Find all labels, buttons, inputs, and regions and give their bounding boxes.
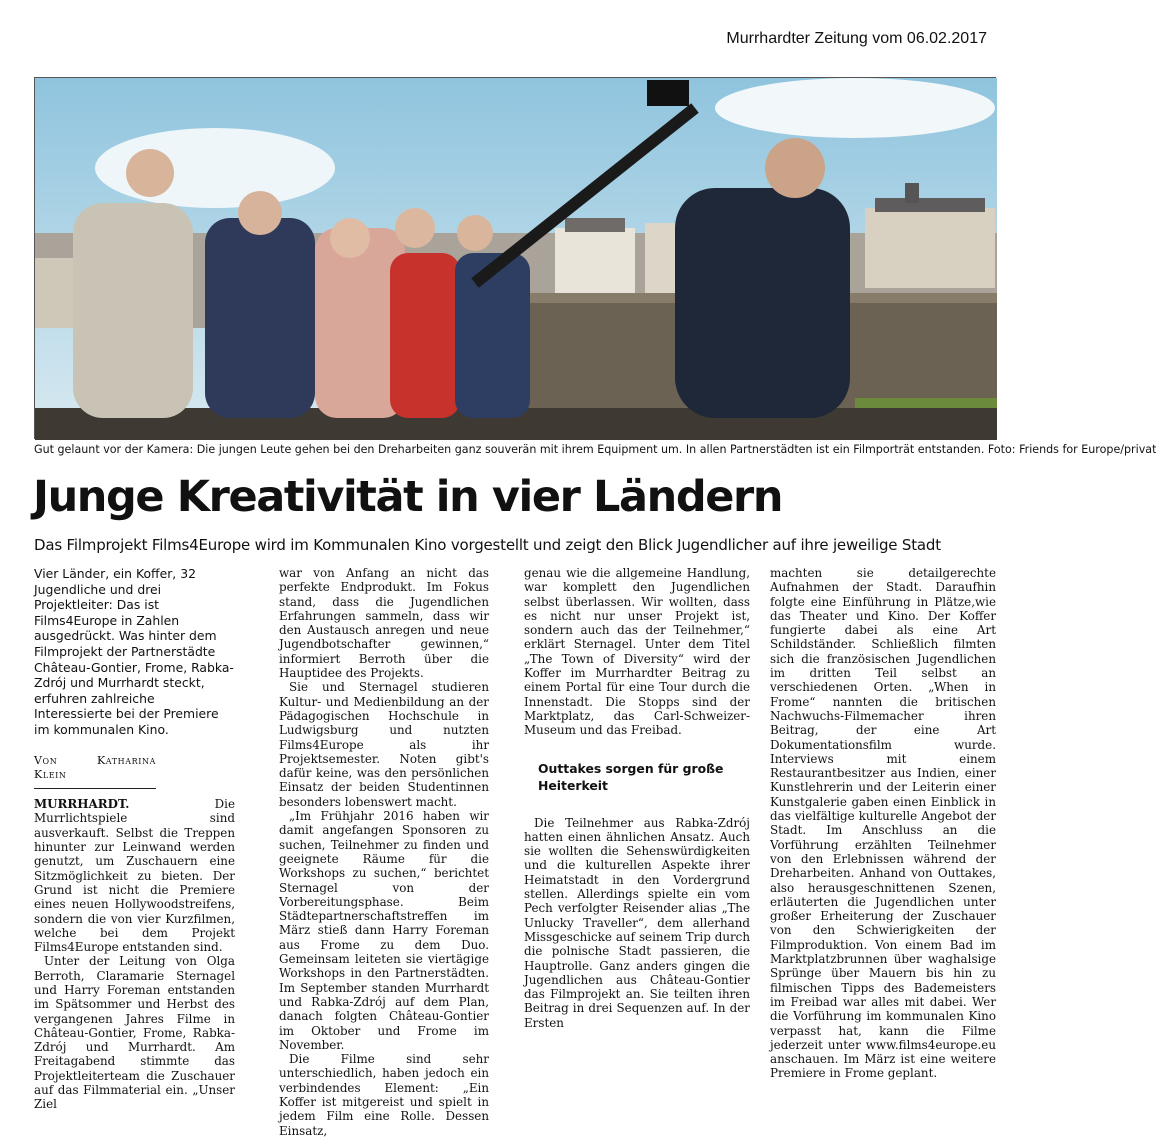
headline: Junge Kreativität in vier Ländern bbox=[33, 472, 783, 522]
article-photo bbox=[34, 77, 996, 439]
paragraph: „Im Frühjahr 2016 haben wir damit angefangen Sponsoren zu suchen, Teilnehmer zu finden und geeignete Räume für die Workshops zu suchen,“ berichtet Sternagel von der Vorbereitungsphase. Beim Städtepartnerschaftstreffen im März stieß dann Harry Foreman aus Frome zu dem Duo. Gemeinsam leiteten sie viertägige Workshops in den Partnerstädten. Im September standen Murrhardt und Rabka-Zdrój auf dem Plan, danach folgten Château-Gontier im Oktober und Frome im November. bbox=[279, 809, 489, 1052]
byline: Von Katharina Klein bbox=[34, 754, 156, 790]
group-photo-camera-crane bbox=[35, 78, 997, 440]
paragraph: Unter der Leitung von Olga Berroth, Claramarie Sternagel und Harry Foreman entstanden im Spätsommer und Herbst des vergangenen Jahres Filme in Château-Gontier, Frome, Rabka-Zdrój und Murrhardt. Am Freitagabend stimmte das Projektleiterteam die Zuschauer auf das Filmmaterial ein. „Unser Ziel bbox=[34, 954, 235, 1112]
paragraph bbox=[34, 797, 235, 954]
paragraph: war von Anfang an nicht das perfekte Endprodukt. Im Fokus stand, dass die Jugendlichen Erfahrungen sammeln, dass wir den Austausch anregen und neue Jugendbotschafter gewinnen,“ informiert Berroth über die Hauptidee des Projekts. bbox=[279, 566, 489, 681]
paragraph: Sie und Sternagel studieren Kultur- und Medienbildung an der Pädagogischen Hochschule in Ludwigsburg und nutzten Films4Europe als ihr Projektsemester. Noten gibt's dafür keine, was den persönlichen Einsatz der beiden Studentinnen besonders lobenswert macht. bbox=[279, 680, 489, 809]
paragraph: Die Teilnehmer aus Rabka-Zdrój hatten einen ähnlichen Ansatz. Auch sie wollten die Sehenswürdigkeiten und die kulturellen Aspekte ihrer Heimatstadt in den Vordergrund stellen. Allerdings spielte ein vom Pech verfolgter Reisender alias „The Unlucky Traveller“, dem allerhand Missgeschicke auf seinem Trip durch die polnische Stadt passieren, die Hauptrolle. Ganz anders gingen die Jugendlichen aus Château-Gontier das Filmprojekt an. Sie teilten ihren Beitrag in drei Sequenzen auf. In der Ersten bbox=[524, 815, 750, 1030]
intro-text: Vier Länder, ein Koffer, 32 Jugendliche und drei Projektleiter: Das ist Films4Europe in Zahlen ausgedrückt. Was hinter dem Filmprojekt der Partnerstädte Château-Gontier, Frome, Rabka-Zdrój und Murrhardt steckt, erfuhren zahlreiche Interessierte bei der Premiere im kommunalen Kino. bbox=[34, 566, 234, 737]
column-2 bbox=[279, 566, 489, 1138]
photo-caption: Gut gelaunt vor der Kamera: Die jungen Leute gehen bei den Dreharbeiten ganz souverän mit ihrem Equipment um. In allen Partnerstädten ist ein Filmporträt entstanden. Foto: Friends for Europe/privat bbox=[34, 443, 1156, 456]
column-1 bbox=[34, 566, 235, 1112]
paragraph-text: Die Murrlichtspiele sind ausverkauft. Selbst die Treppen hinunter zur Leinwand werden genutzt, um Zuschauern eine Sitzmöglichkeit zu bieten. Der Grund ist nicht die Premiere eines neuen Hollywoodstreifens, sondern die von vier Kurzfilmen, welche bei dem Projekt Films4Europe entstanden sind. bbox=[34, 797, 235, 955]
paragraph: genau wie die allgemeine Handlung, war komplett den Jugendlichen selbst überlassen. Wir wollten, dass es nicht nur unser Projekt ist, sondern auch das der Teilnehmer,“ erklärt Sternagel. Unter dem Titel „The Town of Diversity“ wird der Koffer im Murrhardter Beitrag zu einem Portal für eine Tour durch die Innenstadt. Die Stopps sind der Marktplatz, das Carl-Schweizer-Museum und das Freibad. bbox=[524, 566, 750, 738]
paragraph: Die Filme sind sehr unterschiedlich, haben jedoch ein verbindendes Element: „Ein Koffer ist mitgereist und spielt in jedem Film eine Rolle. Dessen Einsatz, bbox=[279, 1052, 489, 1138]
paragraph: machten sie detailgerechte Aufnahmen der Stadt. Daraufhin folgte eine Einführung in Plätze,wie das Theater und Kino. Der Koffer fungierte dabei als eine Art Schildständer. Schließlich filmten sich die französischen Jugendlichen im dritten Teil selbst an verschiedenen Orten. „When in Frome“ nannten die britischen Nachwuchs-Filmemacher ihren Beitrag, der eine Art Dokumentationsfilm wurde. Interviews mit einem Restaurantbesitzer aus Indien, einer Kunstlehrerin und der Leiterin einer Kunstgalerie gaben einen Einblick in das vielfältige kulturelle Angebot der Stadt. Im Anschluss an die Vorführung erzählten Teilnehmer von den Erlebnissen während der Dreharbeiten. Anhand von Outtakes, also herausgeschnittenen Szenen, erläuterten die Jugendlichen unter großer Erheiterung der Zuschauer von den Schwierigkeiten der Filmproduktion. Von einem Bad im Marktplatzbrunnen über waghalsige Sprünge über Mauern bis hin zu filmischen Tipps des Bademeisters im Freibad war alles mit dabei. Wer die Vorführung im kommunalen Kino verpasst hat, kann die Filme jederzeit unter www.films4europe.eu anschauen. Im März ist eine weitere Premiere in Frome geplant. bbox=[770, 566, 996, 1081]
column-3 bbox=[524, 566, 750, 1030]
column-4 bbox=[770, 566, 996, 1081]
section-subtitle: Outtakes sorgen für große Heiterkeit bbox=[538, 760, 724, 793]
dateline: MURRHARDT. bbox=[34, 797, 130, 812]
source-line: Murrhardter Zeitung vom 06.02.2017 bbox=[726, 30, 987, 47]
subheadline: Das Filmprojekt Films4Europe wird im Kommunalen Kino vorgestellt und zeigt den Blick Jugendlicher auf ihre jeweilige Stadt bbox=[34, 536, 941, 554]
